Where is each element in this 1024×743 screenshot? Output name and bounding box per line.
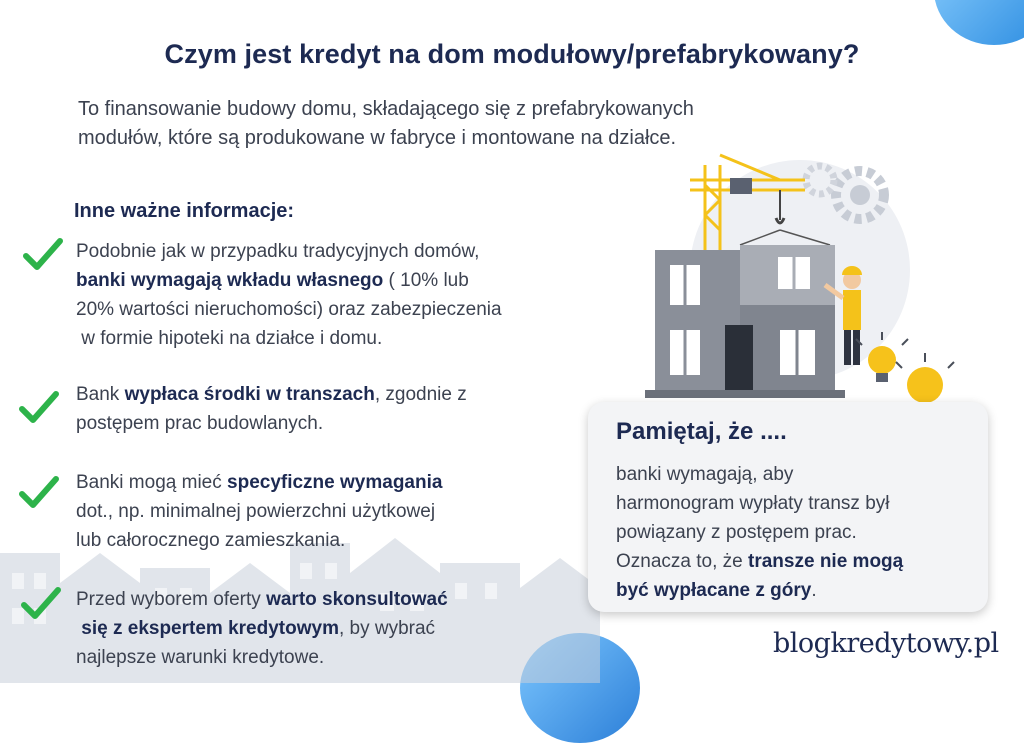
card-line: banki wymagają, aby: [616, 464, 794, 485]
item-line: [76, 614, 616, 643]
crane-cab: [730, 178, 752, 194]
item-line: [76, 468, 616, 497]
item-line: w formie hipoteki na działce i domu.: [76, 328, 383, 349]
house-icon: [645, 245, 845, 398]
check-icon: [20, 585, 62, 621]
item-line: postępem prac budowlanych.: [76, 413, 324, 434]
page-title: Czym jest kredyt na dom modułowy/prefabrykowany?: [164, 39, 860, 69]
card-emphasis: być wypłacane z góry: [616, 580, 812, 601]
check-icon: [22, 236, 64, 272]
item-emphasis: banki wymagają wkładu własnego: [76, 270, 384, 291]
info-item: [76, 585, 616, 672]
item-text: , zgodnie z: [374, 384, 467, 405]
info-item: [76, 380, 616, 438]
item-line: najlepsze warunki kredytowe.: [76, 647, 325, 668]
card-body: [616, 460, 976, 605]
item-line: 20% wartości nieruchomości) oraz zabezpieczenia: [76, 299, 502, 320]
card-line: [616, 547, 976, 576]
item-emphasis: się z ekspertem kredytowym: [76, 618, 339, 639]
item-text: , by wybrać: [338, 618, 436, 639]
item-line: [76, 266, 616, 295]
check-icon: [18, 474, 60, 510]
intro-line: To finansowanie budowy domu, składającego się z prefabrykowanych: [78, 98, 694, 120]
item-emphasis: warto skonsultować: [266, 589, 448, 610]
info-item: [76, 237, 616, 353]
item-emphasis: specyficzne wymagania: [227, 472, 443, 493]
item-text: ( 10% lub: [383, 270, 469, 291]
info-item: [76, 468, 616, 555]
check-icon: [18, 389, 60, 425]
item-line: Podobnie jak w przypadku tradycyjnych domów,: [76, 241, 480, 262]
item-text: Przed wyborem oferty: [76, 589, 267, 610]
item-line: lub całorocznego zamieszkania.: [76, 530, 346, 551]
card-title: Pamiętaj, że ....: [616, 418, 787, 445]
brand-logo: blogkredytowy.pl: [773, 628, 999, 659]
item-text: Bank: [76, 384, 125, 405]
section-title: Inne ważne informacje:: [74, 200, 295, 222]
item-text: Banki mogą mieć: [76, 472, 228, 493]
card-line: harmonogram wypłaty transz był: [616, 493, 890, 514]
card-text: Oznacza to, że: [616, 551, 749, 572]
card-text: .: [811, 580, 817, 601]
intro-text: [78, 95, 838, 153]
item-line: dot., np. minimalnej powierzchni użytkowej: [76, 501, 436, 522]
item-line: [76, 585, 616, 614]
reminder-card: [588, 402, 988, 612]
card-emphasis: transze nie mogą: [748, 551, 904, 572]
intro-line: modułów, które są produkowane w fabryce i montowane na działce.: [78, 127, 677, 149]
item-line: [76, 380, 616, 409]
card-line: [616, 576, 976, 605]
item-emphasis: wypłaca środki w transzach: [124, 384, 375, 405]
card-line: powiązany z postępem prac.: [616, 522, 857, 543]
